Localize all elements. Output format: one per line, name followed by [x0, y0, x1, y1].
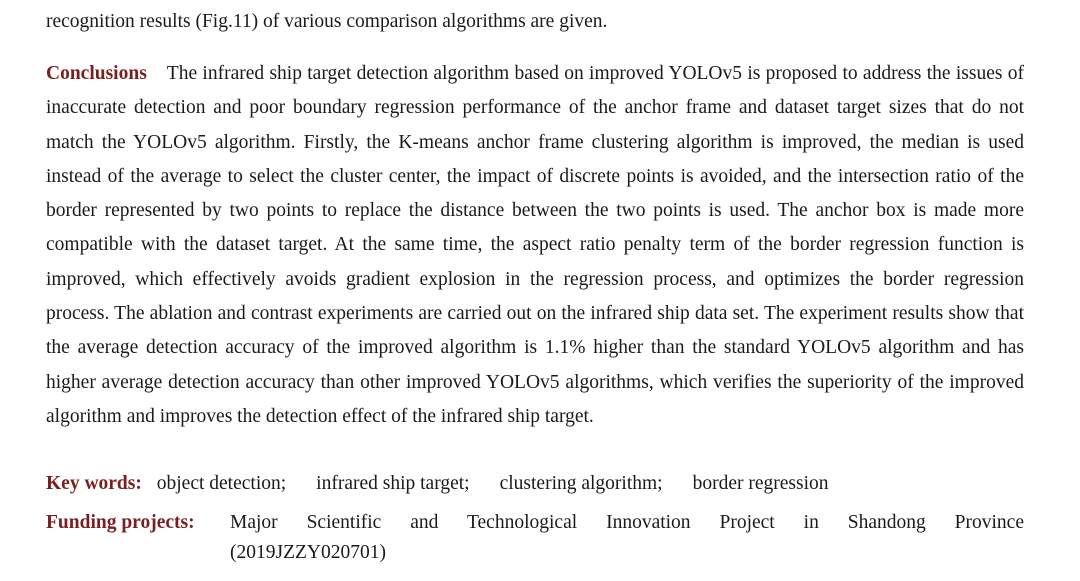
- keyword-term: object detection;: [156, 473, 287, 494]
- keyword-term: border regression: [692, 473, 829, 494]
- funding-project-name: Major Scientific and Technological Innovation Project in Shandong Province: [230, 512, 1024, 533]
- keywords-line: [46, 470, 829, 498]
- intro-sentence: recognition results (Fig.11) of various comparison algorithms are given.: [46, 11, 608, 32]
- keyword-term: clustering algorithm;: [499, 473, 663, 494]
- keyword-term: infrared ship target;: [316, 473, 470, 494]
- conclusions-paragraph: [46, 57, 1024, 434]
- funding-project-code: (2019JZZY020701): [230, 542, 386, 563]
- funding-label: Funding projects:: [46, 512, 195, 533]
- keywords-label: Key words:: [46, 473, 142, 494]
- conclusions-label: Conclusions: [46, 63, 147, 84]
- funding-text: [230, 508, 1024, 568]
- conclusions-text: The infrared ship target detection algorithm based on improved YOLOv5 is proposed to address the issues of inaccurate detection and poor boundary regression performance of the anchor frame and dataset target sizes that do not match the YOLOv5 algorithm. Firstly, the K-means anchor frame clustering algorithm is improved, the median is used instead of the average to select the cluster center, the impact of discrete points is avoided, and the intersection ratio of the border represented by two points to replace the distance between the two points is used. The anchor box is made more compatible with the dataset target. At the same time, the aspect ratio penalty term of the border regression function is improved, which effectively avoids gradient explosion in the regression process, and optimizes the border regression process. The ablation and contrast experiments are carried out on the infrared ship data set. The experiment results show that the average detection accuracy of the improved algorithm is 1.1% higher than the standard YOLOv5 algorithm and has higher average detection accuracy than other improved YOLOv5 algorithms, which verifies the superiority of the improved algorithm and improves the detection effect of the infrared ship target.: [46, 63, 1024, 427]
